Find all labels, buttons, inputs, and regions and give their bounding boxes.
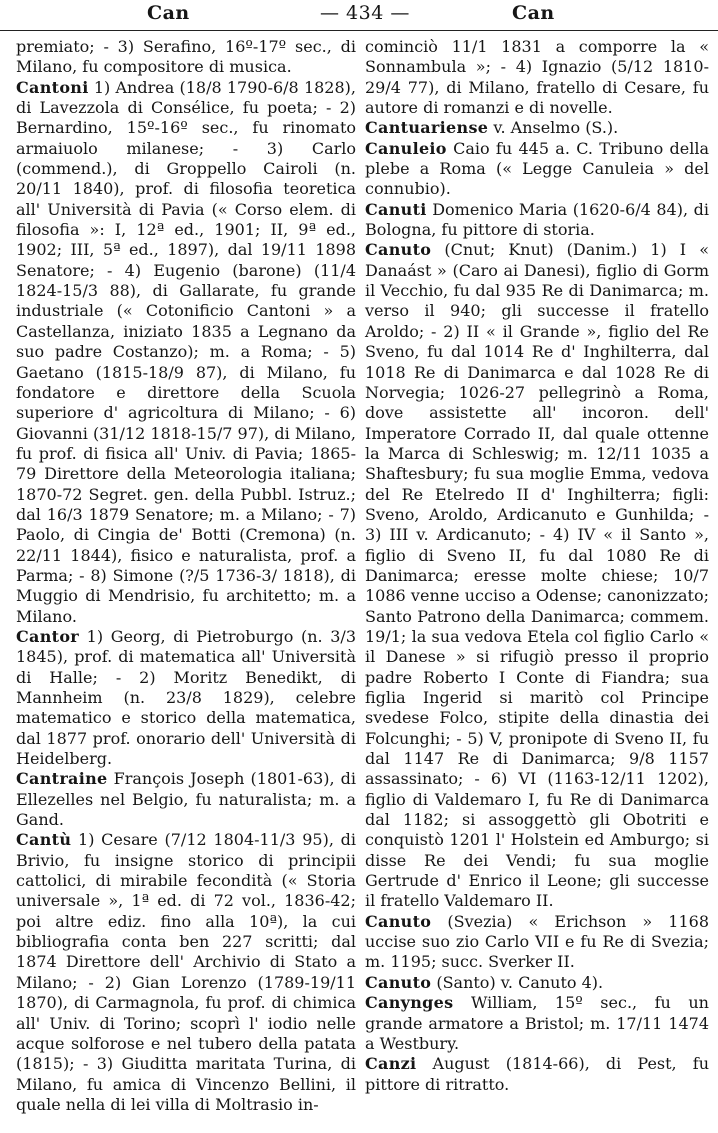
entry-text: (Santo) v. Canuto 4). [436,972,604,992]
entry-text: (Svezia) « Erichson » 1168 uccise suo zio Carlo VII e fu Re di Svezia; m. 1195; succ. Sverker II. [365,911,709,972]
entry-headword: Cantoni [16,77,89,97]
entry-text: cominciò 11/1 1831 a comporre la « Sonnambula »; - 4) Ignazio (5/12 1810-29/4 77), di Milano, fratello di Cesare, fu autore di romanzi e di novelle. [365,37,709,118]
entry-headword: Cantraine [16,769,108,789]
header-right-guideword: Can [512,2,555,24]
right-column [365,37,709,1133]
entry-cantraine [16,769,356,830]
entry-text: premiato; - 3) Serafino, 16º-17º sec., di Milano, fu compositore di musica. [16,37,356,77]
entry-headword: Canuleio [365,138,447,158]
entry-canuto-svezia [365,912,709,973]
entry-text: 1) Andrea (18/8 1790-6/8 1828), di Lavezzola di Consélice, fu poeta; - 2) Bernardino, 15º-16º sec., fu rinomato armaiuolo milanese; - 3) Carlo (commend.), di Groppello Cairoli (n. 20/11 1840), prof. di filosofia teoretica all' Università di Pavia (« Corso elem. di filosofia »: I, 12ª ed., 1901; II, 9ª ed., 1902; III, 5ª ed., 1897), dal 19/11 1898 Senatore; - 4) Eugenio (barone) (11/4 1824-15/3 88), di Gallarate, fu grande industriale (« Cotonificio Cantoni » a Castellanza, iniziato 1835 a Legnano da suo padre Costanzo); m. a Roma; - 5) Gaetano (1815-18/9 87), di Milano, fu fondatore e direttore della Scuola superiore d' agricoltura di Milano; - 6) Giovanni (31/12 1818-15/7 97), di Milano, fu prof. di fisica all' Univ. di Pavia; 1865-79 Direttore della Meteorologia italiana; 1870-72 Segret. gen. della Pubbl. Istruz.; dal 16/3 1879 Senatore; m. a Milano; - 7) Paolo, di Cingia de' Botti (Cremona) (n. 22/11 1844), fisico e naturalista, prof. a Parma; - 8) Simone (?/5 1736-3/ 1818), di Muggio di Mendrisio, fu architetto; m. a Milano. [16,77,356,626]
entry-headword: Canuto [365,240,432,260]
entry-canuto-santo [365,973,709,993]
entry-cantor [16,627,356,769]
entry-headword: Canynges [365,993,454,1013]
entry-headword: Cantuariense [365,118,489,138]
entry-headword: Cantù [16,830,72,850]
entry-text: v. Anselmo (S.). [493,118,619,138]
entry-text: August (1814-66), di Pest, fu pittore di ritratto. [365,1054,709,1094]
entry-text: 1) Cesare (7/12 1804-11/3 95), di Brivio, fu insigne storico di principii cattolici, di mirabile fecondità (« Storia universale », 1ª ed. di 72 vol., 1836-42; poi altre ediz. fino alla 10ª), la cui bibliografia conta ben 227 scritti; dal 1874 Direttore dell' Archivio di Stato a Milano; - 2) Gian Lorenzo (1789-19/11 1870), di Carmagnola, fu prof. di chimica all' Univ. di Torino; scoprì l' iodio nelle acque solforose e nel tubero della patata (1815); - 3) Giuditta maritata Turina, di Milano, fu amica di Vincenzo Bellini, il quale nella di lei villa di Moltrasio in- [16,830,356,1114]
entry-headword: Canzi [365,1054,417,1074]
entry-headword: Canuto [365,972,432,992]
entry-canuti [365,200,709,241]
entry-text: Caio fu 445 a. C. Tribuno della plebe a Roma (« Legge Canuleia » del connubio). [365,138,709,199]
entry-cantoni [16,78,356,627]
running-header [0,0,718,31]
entry-text: Domenico Maria (1620-6/4 84), di Bologna, fu pittore di storia. [365,199,709,240]
entry-cantu [16,830,356,1115]
entry-canzi [365,1054,709,1095]
entry-text: (Cnut; Knut) (Danim.) 1) I « Danaást » (Caro ai Danesi), figlio di Gorm il Vecchio, fu dal 935 Re di Danimarca; m. verso il 940; gli successe il fratello Aroldo; - 2) II « il Grande », figlio del Re Sveno, fu dal 1014 Re d' Inghilterra, dal 1018 Re di Danimarca e dal 1028 Re di Norvegia; 1026-27 pellegrinò a Roma, dove assistette all' incoron. dell' Imperatore Corrado II, dal quale ottenne la Marca di Schleswig; m. 12/11 1035 a Shaftesbury; fu sua moglie Emma, vedova del Re Etelredo II d' Inghilterra; figli: Sveno, Aroldo, Ardicanuto e Gunhilda; - 3) III v. Ardicanuto; - 4) IV « il Santo », figlio di Sveno II, fu dal 1080 Re di Danimarca; eresse molte chiese; 10/7 1086 venne ucciso a Odense; canonizzato; Santo Patrono della Danimarca; commem. 19/1; la sua vedova Etela col figlio Carlo « il Danese » si rifugiò presso il proprio padre Roberto I Conte di Fiandra; sua figlia Ingerid si maritò col Principe svedese Folco, stipite della dinastia dei Folcunghi; - 5) V, pronipote di Sveno II, fu dal 1147 Re di Danimarca; 9/8 1157 assassinato; - 6) VI (1163-12/11 1202), figlio di Valdemaro I, fu Re di Danimarca dal 1182; si assoggettò gli Obotriti e conquistò 1201 l' Holstein ed Amburgo; si disse Re dei Vendi; fu sua moglie Gertrude d' Enrico il Leone; gli successe il fratello Valdemaro II. [365,240,709,911]
entry-cantuariense [365,118,709,138]
entry-headword: Canuto [365,911,432,931]
header-left-guideword: Can [147,2,190,24]
page-number: — 434 — [320,2,410,24]
entry-continuation [365,37,709,118]
entry-canuto-danimarca [365,240,709,911]
entry-canynges [365,993,709,1054]
entry-canuleio [365,139,709,200]
entry-text: William, 15º sec., fu un grande armatore a Bristol; m. 17/11 1474 a Westbury. [365,993,709,1053]
entry-headword: Cantor [16,626,80,646]
left-column [16,37,356,1133]
entry-headword: Canuti [365,199,427,219]
entry-continuation [16,37,356,78]
entry-text: François Joseph (1801-63), di Ellezelles nel Belgio, fu naturalista; m. a Gand. [16,769,356,830]
entry-text: 1) Georg, di Pietroburgo (n. 3/3 1845), prof. di matematica all' Università di Halle; - 2) Moritz Benedikt, di Mannheim (n. 23/8 1829), celebre matematico e storico della matematica, dal 1877 prof. onorario dell' Università di Heidelberg. [16,626,356,769]
